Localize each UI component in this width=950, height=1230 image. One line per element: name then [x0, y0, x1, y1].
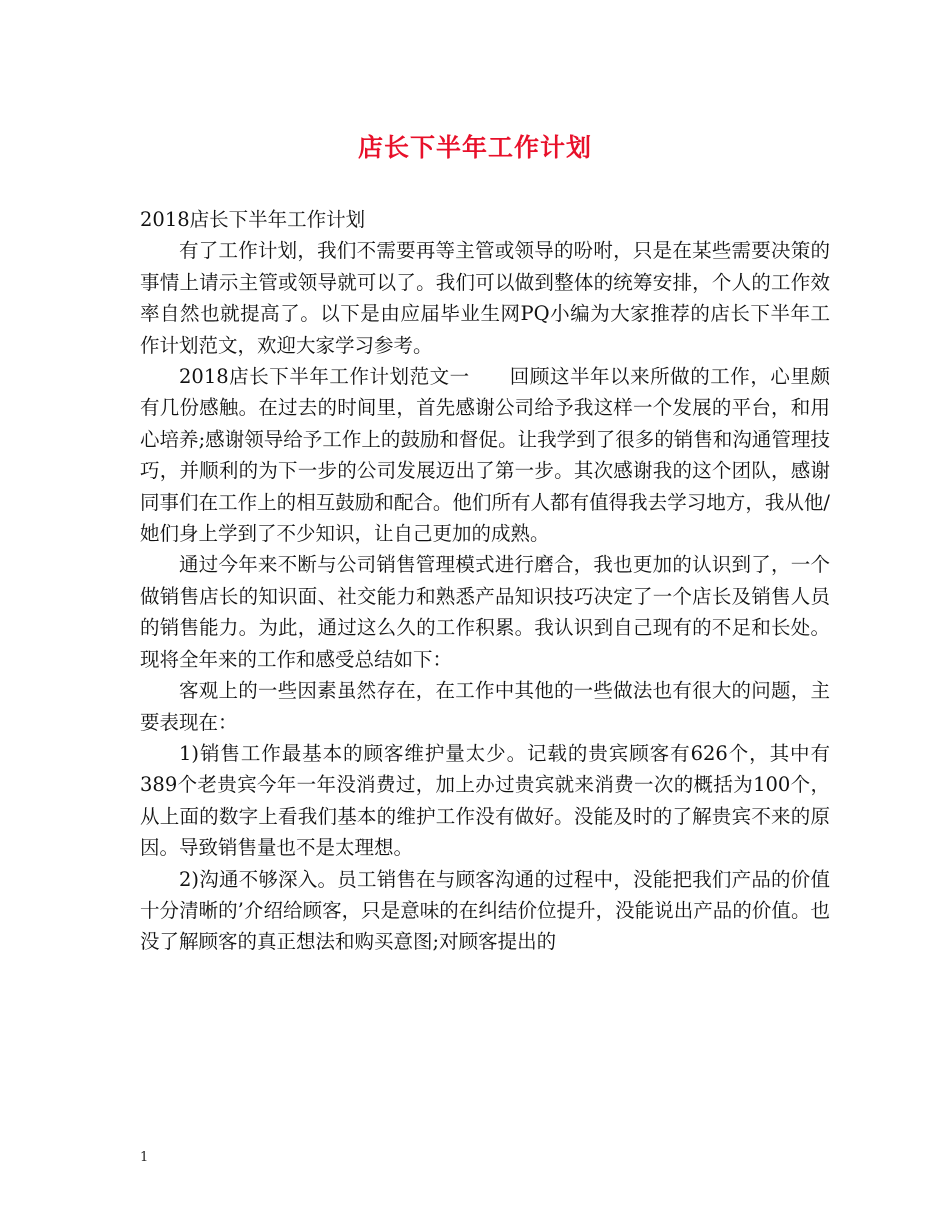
- paragraph-intro: 有了工作计划，我们不需要再等主管或领导的吩咐，只是在某些需要决策的事情上请示主管或领导就可以了。我们可以做到整体的统筹安排，个人的工作效率自然也就提高了。以下是由应届毕业生网PQ小编为大家推荐的店长下半年工作计划范文，欢迎大家学习参考。: [140, 239, 830, 357]
- paragraph-problems: 客观上的一些因素虽然存在，在工作中其他的一些做法也有很大的问题，主要表现在：: [140, 679, 830, 734]
- paragraph-review: 2018店长下半年工作计划范文一 回顾这半年以来所做的工作，心里颇有几份感触。在过去的时间里，首先感谢公司给予我这样一个发展的平台，和用心培养;感谢领导给予工作上的鼓励和督促。让我学到了很多的销售和沟通管理技巧，并顺利的为下一步的公司发展迈出了第一步。其次感谢我的这个团队，感谢同事们在工作上的相互鼓励和配合。他们所有人都有值得我去学习地方，我从他/她们身上学到了不少知识，让自己更加的成熟。: [140, 365, 830, 546]
- document-subheading: 2018店长下半年工作计划: [140, 208, 366, 231]
- paragraph-understanding: 通过今年来不断与公司销售管理模式进行磨合，我也更加的认识到了，一个做销售店长的知识面、社交能力和熟悉产品知识技巧决定了一个店长及销售人员的销售能力。为此，通过这么久的工作积累。我认识到自己现有的不足和长处。现将全年来的工作和感受总结如下：: [140, 553, 830, 671]
- document-title: 店长下半年工作计划: [357, 133, 592, 162]
- document-body: [140, 204, 830, 958]
- paragraph-point-1: 1)销售工作最基本的顾客维护量太少。记载的贵宾顾客有626个，其中有389个老贵宾今年一年没消费过，加上办过贵宾就来消费一次的概括为100个，从上面的数字上看我们基本的维护工作没有做好。没能及时的了解贵宾不来的原因。导致销售量也不是太理想。: [140, 741, 830, 860]
- paragraph-point-2: 2)沟通不够深入。员工销售在与顾客沟通的过程中，没能把我们产品的价值十分清晰的’介绍给顾客，只是意味的在纠结价位提升，没能说出产品的价值。也没了解顾客的真正想法和购买意图;对顾客提出的: [140, 867, 830, 954]
- page-number: 1: [140, 1150, 149, 1165]
